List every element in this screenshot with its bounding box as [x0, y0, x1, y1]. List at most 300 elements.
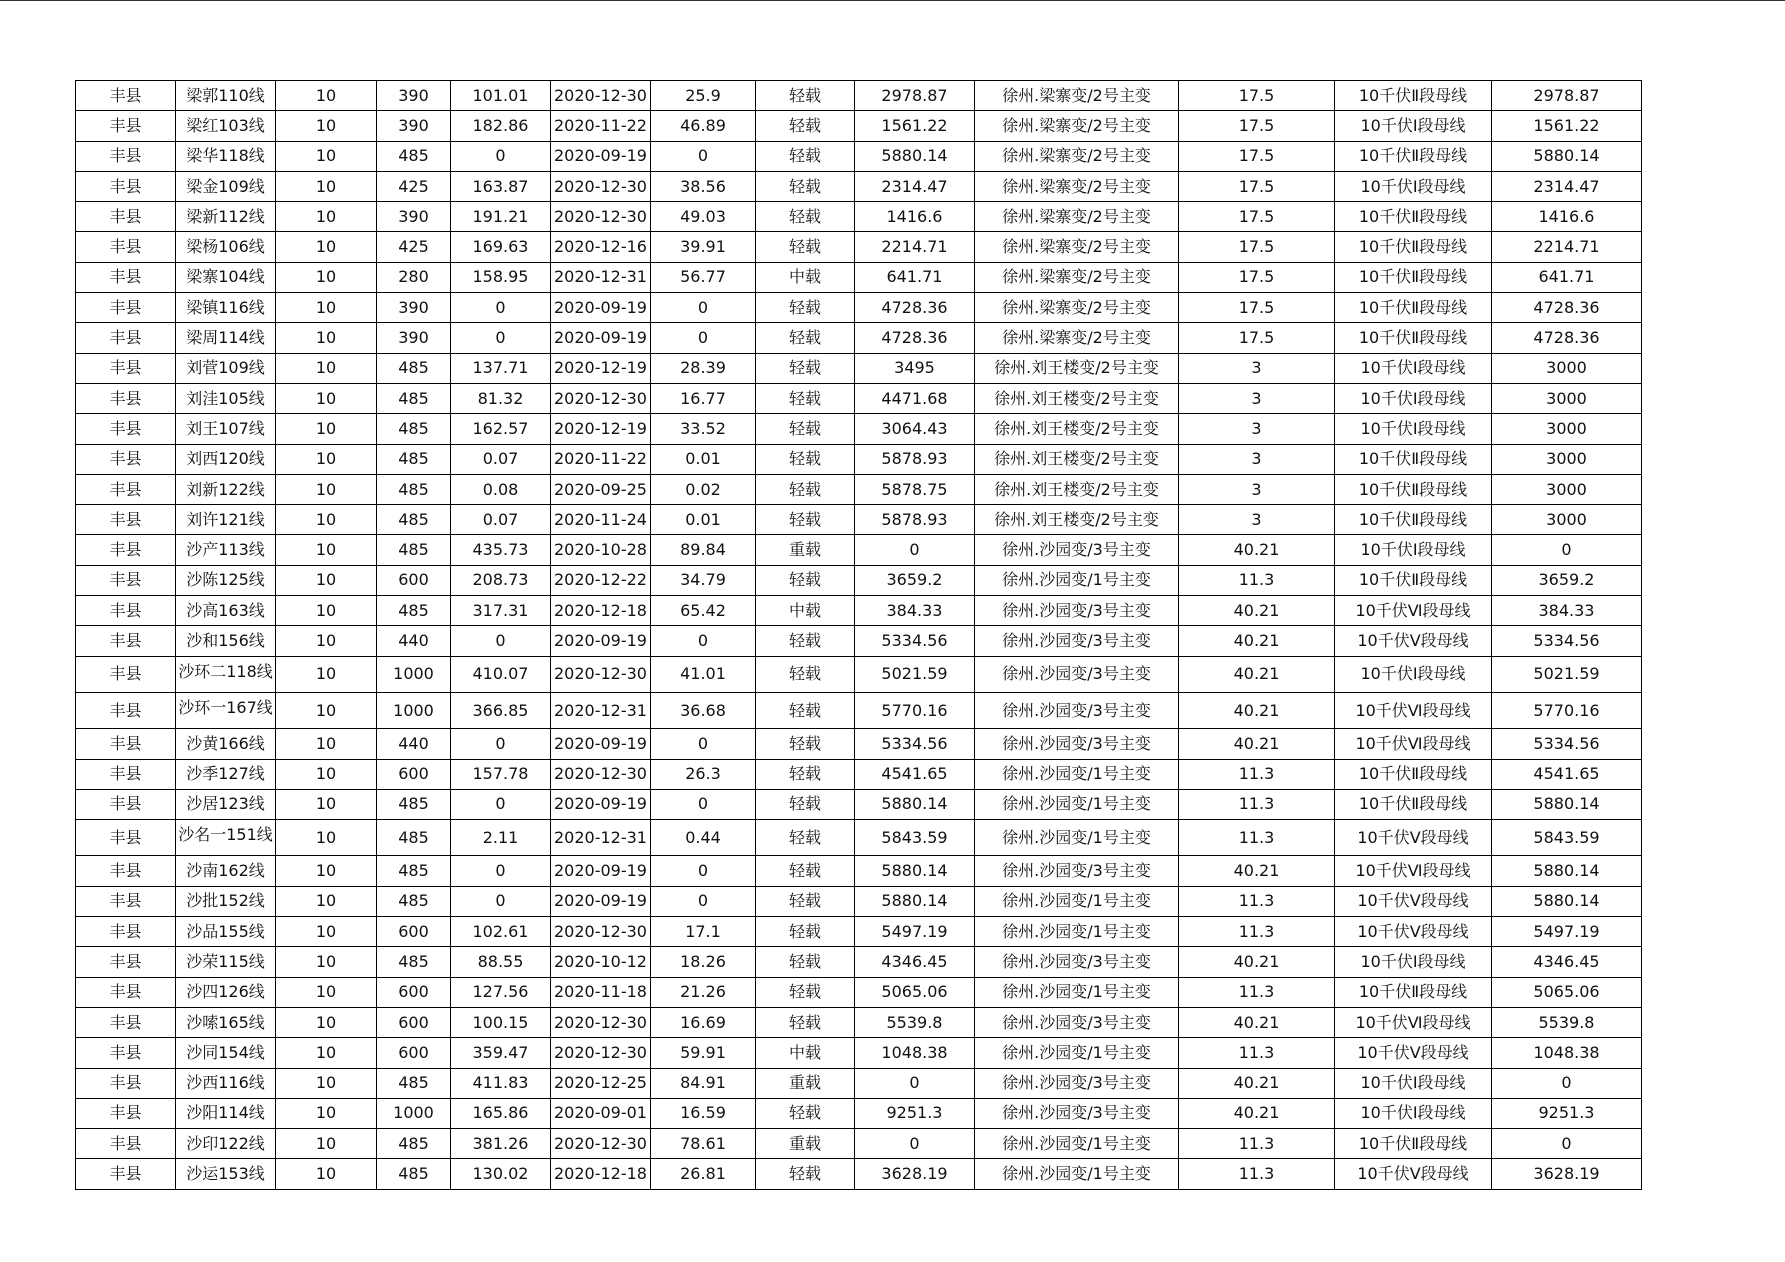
- cell-load-rate: 56.77: [651, 262, 756, 292]
- cell-open-capacity: 5065.06: [1492, 977, 1642, 1007]
- table-row: [76, 1129, 1642, 1159]
- cell-open-capacity: 3000: [1492, 383, 1642, 413]
- cell-transformer-capacity: 17.5: [1179, 171, 1335, 201]
- cell-voltage: 10: [276, 596, 377, 626]
- cell-load-status: 重载: [756, 1068, 855, 1098]
- cell-max-load: 208.73: [451, 565, 551, 595]
- cell-rated-capacity: 485: [377, 505, 451, 535]
- cell-voltage: 10: [276, 323, 377, 353]
- cell-open-capacity: 0: [1492, 1129, 1642, 1159]
- cell-max-load: 366.85: [451, 692, 551, 728]
- cell-line-name: 梁郭110线: [176, 81, 276, 111]
- cell-max-load: 0.07: [451, 505, 551, 535]
- table-row: [76, 1007, 1642, 1037]
- cell-transformer-capacity: 11.3: [1179, 565, 1335, 595]
- cell-open-capacity: 5880.14: [1492, 789, 1642, 819]
- cell-max-load: 0.07: [451, 444, 551, 474]
- cell-date: 2020-10-28: [551, 535, 651, 565]
- cell-rated-capacity: 1000: [377, 1098, 451, 1128]
- cell-load-status: 轻载: [756, 692, 855, 728]
- cell-substation-transformer: 徐州.沙园变/1号主变: [975, 1129, 1179, 1159]
- table-row: [76, 917, 1642, 947]
- table-row: [76, 565, 1642, 595]
- cell-available-capacity: 2978.87: [855, 81, 975, 111]
- table-row: [76, 202, 1642, 232]
- cell-load-status: 轻载: [756, 759, 855, 789]
- cell-available-capacity: 4728.36: [855, 293, 975, 323]
- cell-date: 2020-12-31: [551, 692, 651, 728]
- cell-rated-capacity: 485: [377, 1068, 451, 1098]
- cell-max-load: 0: [451, 293, 551, 323]
- cell-max-load: 165.86: [451, 1098, 551, 1128]
- cell-date: 2020-09-25: [551, 474, 651, 504]
- cell-load-status: 轻载: [756, 565, 855, 595]
- cell-load-status: 轻载: [756, 977, 855, 1007]
- cell-date: 2020-12-18: [551, 1159, 651, 1189]
- cell-available-capacity: 1561.22: [855, 111, 975, 141]
- cell-load-status: 轻载: [756, 81, 855, 111]
- cell-busbar: 10千伏Ⅰ段母线: [1335, 353, 1492, 383]
- cell-line-name: 梁镇116线: [176, 293, 276, 323]
- cell-open-capacity: 5334.56: [1492, 729, 1642, 759]
- cell-voltage: 10: [276, 383, 377, 413]
- cell-open-capacity: 3000: [1492, 474, 1642, 504]
- table-row: [76, 729, 1642, 759]
- table-row: [76, 111, 1642, 141]
- cell-line-name: 沙产113线: [176, 535, 276, 565]
- cell-county: 丰县: [76, 1038, 176, 1068]
- cell-busbar: 10千伏Ⅱ段母线: [1335, 202, 1492, 232]
- cell-date: 2020-12-30: [551, 656, 651, 692]
- cell-county: 丰县: [76, 353, 176, 383]
- cell-county: 丰县: [76, 596, 176, 626]
- cell-county: 丰县: [76, 947, 176, 977]
- cell-load-rate: 17.1: [651, 917, 756, 947]
- cell-rated-capacity: 390: [377, 111, 451, 141]
- cell-county: 丰县: [76, 535, 176, 565]
- cell-county: 丰县: [76, 759, 176, 789]
- table-row: [76, 141, 1642, 171]
- cell-line-name: 沙嗦165线: [176, 1007, 276, 1037]
- cell-open-capacity: 5334.56: [1492, 626, 1642, 656]
- cell-open-capacity: 3659.2: [1492, 565, 1642, 595]
- table-row: [76, 626, 1642, 656]
- cell-rated-capacity: 485: [377, 1129, 451, 1159]
- cell-open-capacity: 5770.16: [1492, 692, 1642, 728]
- cell-load-status: 中载: [756, 1038, 855, 1068]
- cell-open-capacity: 5539.8: [1492, 1007, 1642, 1037]
- cell-substation-transformer: 徐州.沙园变/3号主变: [975, 1068, 1179, 1098]
- cell-voltage: 10: [276, 293, 377, 323]
- cell-line-name: 沙黄166线: [176, 729, 276, 759]
- cell-max-load: 0: [451, 886, 551, 916]
- cell-voltage: 10: [276, 626, 377, 656]
- table-row: [76, 505, 1642, 535]
- cell-transformer-capacity: 40.21: [1179, 1098, 1335, 1128]
- cell-transformer-capacity: 40.21: [1179, 1007, 1335, 1037]
- cell-max-load: 81.32: [451, 383, 551, 413]
- cell-rated-capacity: 390: [377, 81, 451, 111]
- cell-line-name: 沙南162线: [176, 856, 276, 886]
- cell-date: 2020-12-22: [551, 565, 651, 595]
- cell-substation-transformer: 徐州.沙园变/3号主变: [975, 626, 1179, 656]
- cell-substation-transformer: 徐州.梁寨变/2号主变: [975, 232, 1179, 262]
- cell-substation-transformer: 徐州.沙园变/1号主变: [975, 1159, 1179, 1189]
- cell-open-capacity: 0: [1492, 1068, 1642, 1098]
- cell-line-name: 沙四126线: [176, 977, 276, 1007]
- cell-load-status: 轻载: [756, 505, 855, 535]
- cell-date: 2020-09-19: [551, 293, 651, 323]
- cell-open-capacity: 5021.59: [1492, 656, 1642, 692]
- cell-load-status: 中载: [756, 262, 855, 292]
- table-row: [76, 81, 1642, 111]
- cell-load-rate: 89.84: [651, 535, 756, 565]
- cell-substation-transformer: 徐州.沙园变/3号主变: [975, 1098, 1179, 1128]
- cell-county: 丰县: [76, 626, 176, 656]
- cell-available-capacity: 2214.71: [855, 232, 975, 262]
- table-row: [76, 596, 1642, 626]
- cell-rated-capacity: 485: [377, 414, 451, 444]
- cell-line-name: 沙品155线: [176, 917, 276, 947]
- cell-max-load: 359.47: [451, 1038, 551, 1068]
- cell-max-load: 0: [451, 729, 551, 759]
- cell-load-status: 轻载: [756, 171, 855, 201]
- cell-substation-transformer: 徐州.刘王楼变/2号主变: [975, 444, 1179, 474]
- cell-max-load: 158.95: [451, 262, 551, 292]
- cell-line-name: 梁华118线: [176, 141, 276, 171]
- cell-substation-transformer: 徐州.沙园变/3号主变: [975, 596, 1179, 626]
- cell-date: 2020-09-19: [551, 141, 651, 171]
- table-row: [76, 1098, 1642, 1128]
- cell-busbar: 10千伏Ⅱ段母线: [1335, 565, 1492, 595]
- cell-transformer-capacity: 11.3: [1179, 1129, 1335, 1159]
- cell-load-status: 中载: [756, 596, 855, 626]
- table-row: [76, 474, 1642, 504]
- cell-transformer-capacity: 17.5: [1179, 323, 1335, 353]
- cell-voltage: 10: [276, 262, 377, 292]
- cell-available-capacity: 5880.14: [855, 856, 975, 886]
- cell-voltage: 10: [276, 474, 377, 504]
- cell-date: 2020-11-18: [551, 977, 651, 1007]
- cell-max-load: 162.57: [451, 414, 551, 444]
- cell-rated-capacity: 425: [377, 232, 451, 262]
- cell-date: 2020-12-25: [551, 1068, 651, 1098]
- cell-line-name: 梁周114线: [176, 323, 276, 353]
- cell-transformer-capacity: 40.21: [1179, 856, 1335, 886]
- cell-open-capacity: 384.33: [1492, 596, 1642, 626]
- cell-voltage: 10: [276, 656, 377, 692]
- table-row: [76, 444, 1642, 474]
- cell-substation-transformer: 徐州.梁寨变/2号主变: [975, 111, 1179, 141]
- cell-busbar: 10千伏Ⅱ段母线: [1335, 232, 1492, 262]
- cell-busbar: 10千伏Ⅰ段母线: [1335, 656, 1492, 692]
- cell-available-capacity: 1048.38: [855, 1038, 975, 1068]
- cell-rated-capacity: 485: [377, 383, 451, 413]
- cell-date: 2020-12-30: [551, 917, 651, 947]
- cell-load-status: 轻载: [756, 1159, 855, 1189]
- cell-substation-transformer: 徐州.刘王楼变/2号主变: [975, 505, 1179, 535]
- cell-busbar: 10千伏Ⅱ段母线: [1335, 977, 1492, 1007]
- cell-available-capacity: 4541.65: [855, 759, 975, 789]
- cell-county: 丰县: [76, 232, 176, 262]
- cell-transformer-capacity: 17.5: [1179, 111, 1335, 141]
- cell-date: 2020-11-22: [551, 111, 651, 141]
- cell-busbar: 10千伏Ⅱ段母线: [1335, 81, 1492, 111]
- cell-load-status: 轻载: [756, 474, 855, 504]
- cell-busbar: 10千伏Ⅰ段母线: [1335, 1098, 1492, 1128]
- cell-load-status: 轻载: [756, 789, 855, 819]
- cell-load-status: 轻载: [756, 323, 855, 353]
- cell-county: 丰县: [76, 977, 176, 1007]
- cell-max-load: 381.26: [451, 1129, 551, 1159]
- cell-max-load: 137.71: [451, 353, 551, 383]
- cell-line-name: 沙居123线: [176, 789, 276, 819]
- cell-open-capacity: 1048.38: [1492, 1038, 1642, 1068]
- cell-county: 丰县: [76, 293, 176, 323]
- cell-load-status: 轻载: [756, 414, 855, 444]
- cell-date: 2020-12-19: [551, 414, 651, 444]
- cell-available-capacity: 0: [855, 535, 975, 565]
- table-row: [76, 856, 1642, 886]
- cell-busbar: 10千伏Ⅵ段母线: [1335, 596, 1492, 626]
- cell-rated-capacity: 485: [377, 444, 451, 474]
- cell-date: 2020-12-30: [551, 759, 651, 789]
- cell-substation-transformer: 徐州.沙园变/3号主变: [975, 947, 1179, 977]
- cell-busbar: 10千伏Ⅱ段母线: [1335, 444, 1492, 474]
- cell-available-capacity: 3064.43: [855, 414, 975, 444]
- cell-open-capacity: 2314.47: [1492, 171, 1642, 201]
- cell-transformer-capacity: 40.21: [1179, 596, 1335, 626]
- cell-line-name: 沙季127线: [176, 759, 276, 789]
- cell-substation-transformer: 徐州.沙园变/1号主变: [975, 759, 1179, 789]
- cell-open-capacity: 3000: [1492, 414, 1642, 444]
- cell-busbar: 10千伏Ⅱ段母线: [1335, 323, 1492, 353]
- cell-load-status: 重载: [756, 1129, 855, 1159]
- cell-transformer-capacity: 11.3: [1179, 977, 1335, 1007]
- cell-max-load: 88.55: [451, 947, 551, 977]
- cell-county: 丰县: [76, 1068, 176, 1098]
- cell-open-capacity: 4728.36: [1492, 293, 1642, 323]
- cell-max-load: 163.87: [451, 171, 551, 201]
- cell-max-load: 191.21: [451, 202, 551, 232]
- cell-max-load: 102.61: [451, 917, 551, 947]
- cell-date: 2020-12-31: [551, 262, 651, 292]
- cell-rated-capacity: 485: [377, 947, 451, 977]
- cell-rated-capacity: 600: [377, 977, 451, 1007]
- cell-rated-capacity: 485: [377, 856, 451, 886]
- cell-load-status: 轻载: [756, 1098, 855, 1128]
- cell-load-rate: 0.02: [651, 474, 756, 504]
- cell-rated-capacity: 1000: [377, 656, 451, 692]
- cell-rated-capacity: 485: [377, 820, 451, 856]
- cell-county: 丰县: [76, 414, 176, 444]
- cell-open-capacity: 3628.19: [1492, 1159, 1642, 1189]
- cell-transformer-capacity: 11.3: [1179, 1038, 1335, 1068]
- cell-county: 丰县: [76, 171, 176, 201]
- cell-line-name: 沙西116线: [176, 1068, 276, 1098]
- table-row: [76, 759, 1642, 789]
- cell-rated-capacity: 485: [377, 1159, 451, 1189]
- table-row: [76, 383, 1642, 413]
- cell-county: 丰县: [76, 505, 176, 535]
- cell-voltage: 10: [276, 535, 377, 565]
- cell-available-capacity: 384.33: [855, 596, 975, 626]
- cell-max-load: 410.07: [451, 656, 551, 692]
- cell-load-status: 轻载: [756, 856, 855, 886]
- cell-rated-capacity: 485: [377, 596, 451, 626]
- cell-voltage: 10: [276, 111, 377, 141]
- cell-substation-transformer: 徐州.刘王楼变/2号主变: [975, 414, 1179, 444]
- cell-line-name: 刘王107线: [176, 414, 276, 444]
- cell-substation-transformer: 徐州.刘王楼变/2号主变: [975, 353, 1179, 383]
- cell-date: 2020-12-30: [551, 202, 651, 232]
- cell-county: 丰县: [76, 141, 176, 171]
- cell-date: 2020-09-19: [551, 789, 651, 819]
- cell-rated-capacity: 485: [377, 535, 451, 565]
- cell-available-capacity: 0: [855, 1129, 975, 1159]
- cell-transformer-capacity: 40.21: [1179, 692, 1335, 728]
- cell-busbar: 10千伏Ⅵ段母线: [1335, 856, 1492, 886]
- cell-available-capacity: 5878.93: [855, 444, 975, 474]
- cell-voltage: 10: [276, 1129, 377, 1159]
- cell-load-status: 轻载: [756, 820, 855, 856]
- cell-busbar: 10千伏Ⅴ段母线: [1335, 886, 1492, 916]
- cell-transformer-capacity: 40.21: [1179, 729, 1335, 759]
- cell-line-name: 刘西120线: [176, 444, 276, 474]
- cell-open-capacity: 0: [1492, 535, 1642, 565]
- cell-load-status: 轻载: [756, 232, 855, 262]
- cell-transformer-capacity: 40.21: [1179, 947, 1335, 977]
- cell-date: 2020-12-30: [551, 1007, 651, 1037]
- cell-available-capacity: 5878.93: [855, 505, 975, 535]
- cell-county: 丰县: [76, 383, 176, 413]
- cell-available-capacity: 9251.3: [855, 1098, 975, 1128]
- cell-date: 2020-12-19: [551, 353, 651, 383]
- cell-available-capacity: 5065.06: [855, 977, 975, 1007]
- cell-max-load: 130.02: [451, 1159, 551, 1189]
- cell-available-capacity: 1416.6: [855, 202, 975, 232]
- cell-load-rate: 49.03: [651, 202, 756, 232]
- cell-substation-transformer: 徐州.沙园变/1号主变: [975, 917, 1179, 947]
- cell-county: 丰县: [76, 886, 176, 916]
- cell-max-load: 157.78: [451, 759, 551, 789]
- cell-line-name: 梁红103线: [176, 111, 276, 141]
- cell-rated-capacity: 390: [377, 293, 451, 323]
- cell-rated-capacity: 485: [377, 141, 451, 171]
- cell-line-name: 梁新112线: [176, 202, 276, 232]
- table-row: [76, 947, 1642, 977]
- cell-load-rate: 0: [651, 141, 756, 171]
- cell-open-capacity: 5880.14: [1492, 141, 1642, 171]
- cell-max-load: 0: [451, 141, 551, 171]
- cell-voltage: 10: [276, 565, 377, 595]
- cell-transformer-capacity: 40.21: [1179, 535, 1335, 565]
- cell-load-status: 轻载: [756, 626, 855, 656]
- cell-load-rate: 36.68: [651, 692, 756, 728]
- cell-date: 2020-12-31: [551, 820, 651, 856]
- cell-substation-transformer: 徐州.沙园变/3号主变: [975, 1007, 1179, 1037]
- cell-line-name: 沙荣115线: [176, 947, 276, 977]
- cell-county: 丰县: [76, 1129, 176, 1159]
- cell-transformer-capacity: 40.21: [1179, 626, 1335, 656]
- cell-date: 2020-12-16: [551, 232, 651, 262]
- cell-open-capacity: 4346.45: [1492, 947, 1642, 977]
- cell-available-capacity: 5843.59: [855, 820, 975, 856]
- table-row: [76, 293, 1642, 323]
- cell-line-name: 沙运153线: [176, 1159, 276, 1189]
- cell-load-rate: 59.91: [651, 1038, 756, 1068]
- cell-voltage: 10: [276, 759, 377, 789]
- cell-voltage: 10: [276, 856, 377, 886]
- cell-line-name: 刘许121线: [176, 505, 276, 535]
- cell-rated-capacity: 600: [377, 759, 451, 789]
- cell-max-load: 182.86: [451, 111, 551, 141]
- cell-rated-capacity: 600: [377, 565, 451, 595]
- cell-load-status: 轻载: [756, 917, 855, 947]
- cell-line-name: 刘洼105线: [176, 383, 276, 413]
- cell-line-name: 梁寨104线: [176, 262, 276, 292]
- cell-substation-transformer: 徐州.沙园变/3号主变: [975, 535, 1179, 565]
- cell-date: 2020-12-18: [551, 596, 651, 626]
- cell-load-status: 轻载: [756, 202, 855, 232]
- cell-load-status: 轻载: [756, 383, 855, 413]
- cell-available-capacity: 5334.56: [855, 729, 975, 759]
- cell-voltage: 10: [276, 353, 377, 383]
- cell-busbar: 10千伏Ⅴ段母线: [1335, 820, 1492, 856]
- cell-voltage: 10: [276, 1098, 377, 1128]
- cell-available-capacity: 2314.47: [855, 171, 975, 201]
- cell-transformer-capacity: 40.21: [1179, 1068, 1335, 1098]
- cell-voltage: 10: [276, 444, 377, 474]
- page-top-rule: [0, 0, 1785, 1]
- cell-substation-transformer: 徐州.沙园变/3号主变: [975, 729, 1179, 759]
- table-row: [76, 353, 1642, 383]
- cell-substation-transformer: 徐州.梁寨变/2号主变: [975, 293, 1179, 323]
- cell-busbar: 10千伏Ⅱ段母线: [1335, 505, 1492, 535]
- cell-county: 丰县: [76, 111, 176, 141]
- cell-available-capacity: 5021.59: [855, 656, 975, 692]
- cell-open-capacity: 1561.22: [1492, 111, 1642, 141]
- cell-load-rate: 25.9: [651, 81, 756, 111]
- cell-date: 2020-12-30: [551, 383, 651, 413]
- cell-voltage: 10: [276, 202, 377, 232]
- table-row: [76, 323, 1642, 353]
- cell-available-capacity: 3628.19: [855, 1159, 975, 1189]
- cell-busbar: 10千伏Ⅱ段母线: [1335, 789, 1492, 819]
- cell-busbar: 10千伏Ⅱ段母线: [1335, 141, 1492, 171]
- cell-rated-capacity: 600: [377, 1038, 451, 1068]
- cell-line-name: 沙印122线: [176, 1129, 276, 1159]
- cell-load-rate: 84.91: [651, 1068, 756, 1098]
- table-row: [76, 1159, 1642, 1189]
- cell-county: 丰县: [76, 444, 176, 474]
- cell-transformer-capacity: 11.3: [1179, 886, 1335, 916]
- cell-county: 丰县: [76, 1098, 176, 1128]
- cell-date: 2020-11-22: [551, 444, 651, 474]
- cell-substation-transformer: 徐州.沙园变/1号主变: [975, 820, 1179, 856]
- cell-open-capacity: 9251.3: [1492, 1098, 1642, 1128]
- cell-busbar: 10千伏Ⅴ段母线: [1335, 917, 1492, 947]
- cell-voltage: 10: [276, 1159, 377, 1189]
- cell-county: 丰县: [76, 1159, 176, 1189]
- cell-transformer-capacity: 11.3: [1179, 917, 1335, 947]
- cell-date: 2020-12-30: [551, 1038, 651, 1068]
- cell-available-capacity: 4728.36: [855, 323, 975, 353]
- cell-load-rate: 33.52: [651, 414, 756, 444]
- cell-rated-capacity: 485: [377, 789, 451, 819]
- cell-county: 丰县: [76, 692, 176, 728]
- cell-load-rate: 0: [651, 323, 756, 353]
